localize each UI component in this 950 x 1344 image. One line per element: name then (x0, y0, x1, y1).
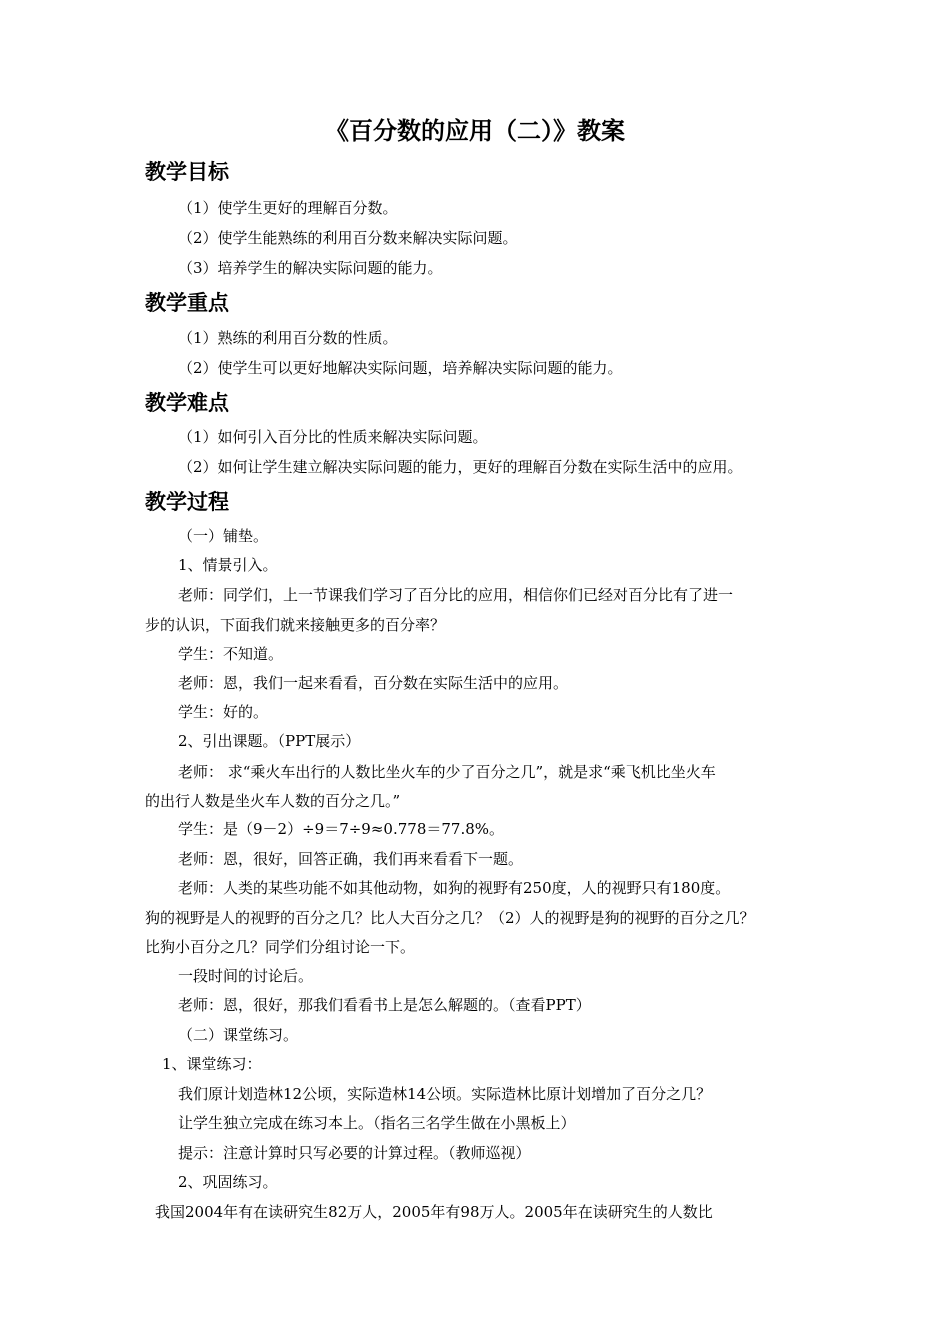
process-line: 一段时间的讨论后。 (178, 967, 314, 985)
key-point-item: （2）使学生可以更好地解决实际问题，培养解决实际问题的能力。 (178, 359, 623, 377)
process-line: 我国2004年有在读研究生82万人，2005年有98万人。2005年在读研究生的人数比 (155, 1203, 713, 1221)
key-point-item: （1）熟练的利用百分数的性质。 (178, 329, 398, 347)
process-line: 1、情景引入。 (178, 556, 278, 574)
objective-item: （2）使学生能熟练的利用百分数来解决实际问题。 (178, 229, 518, 247)
document-title: 《百分数的应用（二）》教案 (325, 116, 625, 145)
process-line: （一）铺垫。 (178, 527, 269, 545)
key-points-heading: 教学重点 (145, 290, 229, 315)
process-line: 比狗小百分之几？同学们分组讨论一下。 (145, 938, 416, 956)
process-line: 学生：好的。 (178, 703, 269, 721)
process-line: 学生：是（9－2）÷9＝7÷9≈0.778＝77.8%。 (178, 820, 505, 838)
process-line: 狗的视野是人的视野的百分之几？比人大百分之几？（2）人的视野是狗的视野的百分之几？ (145, 909, 755, 927)
difficulty-item: （2）如何让学生建立解决实际问题的能力，更好的理解百分数在实际生活中的应用。 (178, 458, 743, 476)
process-line: 2、巩固练习。 (178, 1173, 278, 1191)
objective-item: （3）培养学生的解决实际问题的能力。 (178, 259, 443, 277)
process-line: 提示：注意计算时只写必要的计算过程。（教师巡视） (178, 1144, 531, 1162)
process-line: 让学生独立完成在练习本上。（指名三名学生做在小黑板上） (178, 1114, 576, 1132)
process-line: 学生：不知道。 (178, 645, 284, 663)
process-line: 老师：恩，我们一起来看看，百分数在实际生活中的应用。 (178, 674, 569, 692)
process-line: 老师：恩，很好，那我们看看书上是怎么解题的。（查看PPT） (178, 996, 591, 1014)
process-line: 2、引出课题。（PPT展示） (178, 732, 361, 750)
process-line: 步的认识，下面我们就来接触更多的百分率？ (145, 616, 446, 634)
objective-item: （1）使学生更好的理解百分数。 (178, 199, 398, 217)
process-line: 1、课堂练习： (162, 1055, 262, 1073)
difficulty-item: （1）如何引入百分比的性质来解决实际问题。 (178, 428, 488, 446)
process-heading: 教学过程 (145, 489, 229, 514)
difficulties-heading: 教学难点 (145, 390, 229, 415)
process-line: 老师：恩，很好，回答正确，我们再来看看下一题。 (178, 850, 524, 868)
objectives-heading: 教学目标 (145, 159, 229, 184)
process-line: 老师：同学们，上一节课我们学习了百分比的应用，相信你们已经对百分比有了进一 (178, 586, 734, 604)
process-line: 我们原计划造林12公顷，实际造林14公顷。实际造林比原计划增加了百分之几？ (178, 1085, 712, 1103)
process-line: （二）课堂练习。 (178, 1026, 299, 1044)
process-line: 的出行人数是坐火车人数的百分之几。” (145, 792, 401, 810)
process-line: 老师：人类的某些功能不如其他动物，如狗的视野有250度，人的视野只有180度。 (178, 879, 731, 897)
process-line: 老师： 求“乘火车出行的人数比坐火车的少了百分之几”，就是求“乘飞机比坐火车 (178, 763, 716, 781)
